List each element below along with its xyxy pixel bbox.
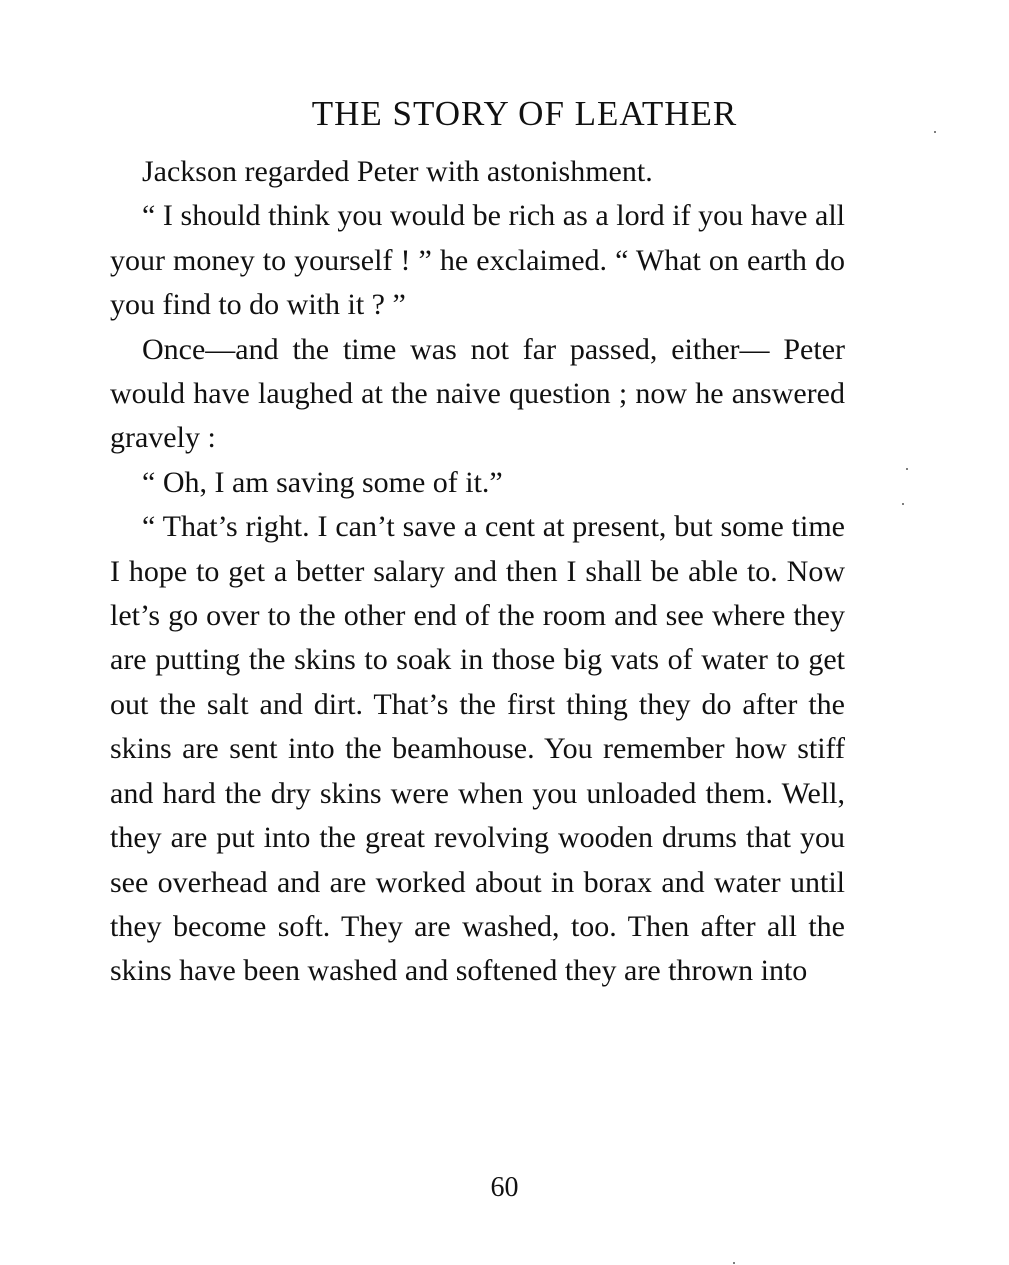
print-speck — [906, 468, 908, 470]
paragraph: Once—and the time was not far passed, either— Peter would have laughed at the naive question ; now he answered gravely : — [110, 332, 845, 455]
paragraph: “ That’s right. I can’t save a cent at present, but some time I hope to get a better salary and then I shall be able to. Now let’s go over to the other end of the room and see where they are putting the skins to soak in those big vats of water to get out the salt and dirt. That’s the first thing they do after the skins are sent into the beamhouse. You remember how stiff and hard the dry skins were when you unloaded them. Well, they are put into the great revolving wooden drums that you see overhead and are worked about in borax and water until they become soft. They are washed, too. Then after all the skins have been washed and softened they are thrown into — [110, 510, 845, 988]
page-number: 60 — [490, 1172, 519, 1203]
paragraph: “ Oh, I am saving some of it.” — [142, 465, 503, 499]
print-speck — [934, 131, 936, 133]
paragraph: Jackson regarded Peter with astonishment. — [142, 155, 653, 188]
print-speck — [902, 503, 904, 505]
body-text — [110, 150, 845, 994]
print-speck — [733, 1262, 735, 1264]
running-head: THE STORY OF LEATHER — [311, 94, 738, 133]
paragraph: “ I should think you would be rich as a lord if you have all your money to yourself ! ” he exclaimed. “ What on earth do you find to do with it ? ” — [110, 199, 845, 322]
